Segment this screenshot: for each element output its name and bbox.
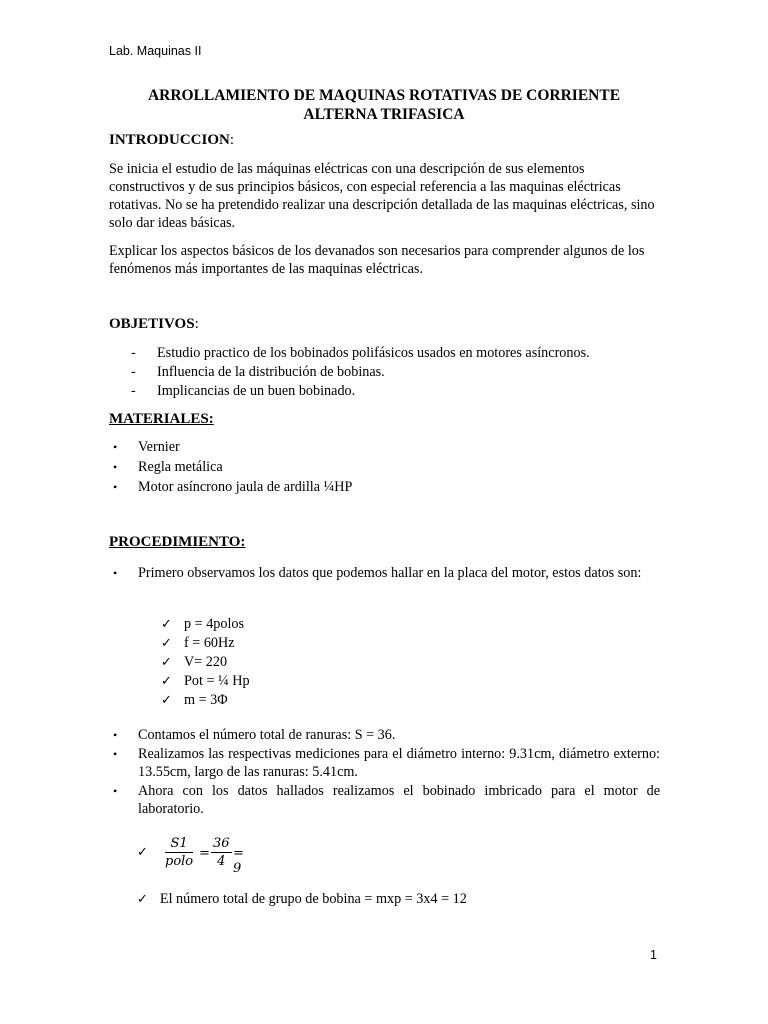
motor-data-text: f = 60Hz: [184, 635, 235, 651]
list-item: [113, 458, 660, 477]
motor-data-checklist: [161, 615, 250, 710]
list-item: [161, 634, 250, 653]
list-item: [161, 672, 250, 691]
intro-paragraph-2: Explicar los aspectos básicos de los devanados son necesarios para comprender algunos de los fenómenos más importantes de las maquinas eléctricas.: [109, 243, 645, 277]
bullet-marker: •: [113, 460, 118, 474]
bullet-marker: •: [113, 746, 118, 761]
equals-sign: =: [199, 846, 210, 861]
checkmark-icon: ✓: [137, 845, 148, 860]
motor-data-text: Pot = ¼ Hp: [184, 673, 250, 689]
intro-paragraph-1: Se inicia el estudio de las máquinas eléctricas con una descripción de sus elementos constructivos y de sus principios básicos, con especial referencia a las maquinas eléctricas rotativas. No se ha pretendido realizar una descripción detallada de las maquinas eléctricas, sino solo dar ideas básicas.: [109, 161, 655, 231]
intro-heading: [109, 132, 234, 149]
motor-data-text: m = 3Φ: [184, 692, 228, 708]
motor-data-text: V= 220: [184, 654, 228, 670]
list-item: [131, 363, 590, 382]
list-item: [161, 615, 250, 634]
objetivo-text: Influencia de la distribución de bobinas.: [157, 364, 385, 380]
intro-body: [109, 160, 659, 278]
material-text: Vernier: [138, 439, 180, 455]
checkmark-icon: ✓: [161, 617, 172, 632]
procedimiento-step-text: Realizamos las respectivas mediciones para el diámetro interno: 9.31cm, diámetro externo: 13.55cm, largo de las ranuras: 5.41cm.: [138, 745, 660, 780]
material-text: Regla metálica: [138, 459, 223, 475]
list-item: [113, 564, 660, 582]
list-item: [131, 382, 590, 401]
list-item: [161, 691, 250, 710]
checkmark-icon: ✓: [161, 674, 172, 689]
objetivo-text: Estudio practico de los bobinados polifásicos usados en motores asíncronos.: [157, 345, 590, 361]
list-item: [131, 344, 590, 363]
bullet-marker: •: [113, 566, 118, 580]
objetivos-heading-colon: :: [194, 316, 199, 332]
procedimiento-step-text: Ahora con los datos hallados realizamos el bobinado imbricado para el motor de laboratorio.: [138, 782, 660, 817]
materiales-list: [113, 438, 660, 497]
objetivo-text: Implicancias de un buen bobinado.: [157, 383, 356, 399]
procedimiento-step-text: Contamos el número total de ranuras: S = 36.: [138, 727, 396, 743]
equation-result: = 9: [233, 846, 244, 876]
list-item: [113, 478, 660, 497]
intro-heading-text: INTRODUCCION: [109, 132, 230, 148]
list-item: [113, 438, 660, 457]
bullet-marker: •: [113, 783, 118, 798]
list-item: [113, 782, 660, 819]
list-item: [113, 745, 660, 782]
bullet-marker: •: [113, 728, 118, 742]
fraction-denominator: 4: [217, 854, 226, 869]
bullet-marker: •: [113, 480, 118, 494]
coil-groups-line: [137, 891, 467, 908]
list-item: [161, 653, 250, 672]
motor-data-text: p = 4polos: [184, 616, 245, 632]
bullet-marker: •: [113, 440, 118, 454]
checkmark-icon: ✓: [161, 655, 172, 670]
procedimiento-intro-list: [113, 564, 660, 582]
dash-marker: -: [131, 364, 136, 380]
intro-heading-colon: :: [229, 132, 235, 148]
fraction-numerator: 36: [213, 836, 230, 851]
materiales-heading: MATERIALES:: [109, 411, 214, 427]
dash-marker: -: [131, 345, 136, 361]
fraction-s1-polo: [165, 836, 193, 870]
procedimiento-heading: PROCEDIMIENTO:: [109, 534, 246, 550]
page-header: Lab. Maquinas II: [109, 44, 202, 58]
fraction-denominator: polo: [165, 854, 194, 869]
coil-groups-text: El número total de grupo de bobina = mxp = 3x4 = 12: [159, 891, 467, 907]
procedimiento-steps-list: [113, 726, 660, 819]
objetivos-heading-text: OBJETIVOS: [109, 316, 195, 332]
material-text: Motor asíncrono jaula de ardilla ¼HP: [138, 479, 353, 495]
checkmark-icon: ✓: [161, 693, 172, 708]
fraction-numerator: S1: [165, 836, 193, 853]
objetivos-list: [131, 344, 590, 401]
dash-marker: -: [131, 383, 136, 399]
fraction-36-4: [211, 836, 232, 870]
procedimiento-intro-text: Primero observamos los datos que podemos hallar en la placa del motor, estos datos son:: [138, 565, 642, 581]
objetivos-heading: [109, 316, 199, 333]
list-item: [113, 726, 660, 745]
page-number: 1: [650, 948, 657, 962]
document-title: ARROLLAMIENTO DE MAQUINAS ROTATIVAS DE CORRIENTE ALTERNA TRIFASICA: [147, 87, 621, 123]
checkmark-icon: ✓: [161, 636, 172, 651]
checkmark-icon: ✓: [137, 892, 148, 907]
